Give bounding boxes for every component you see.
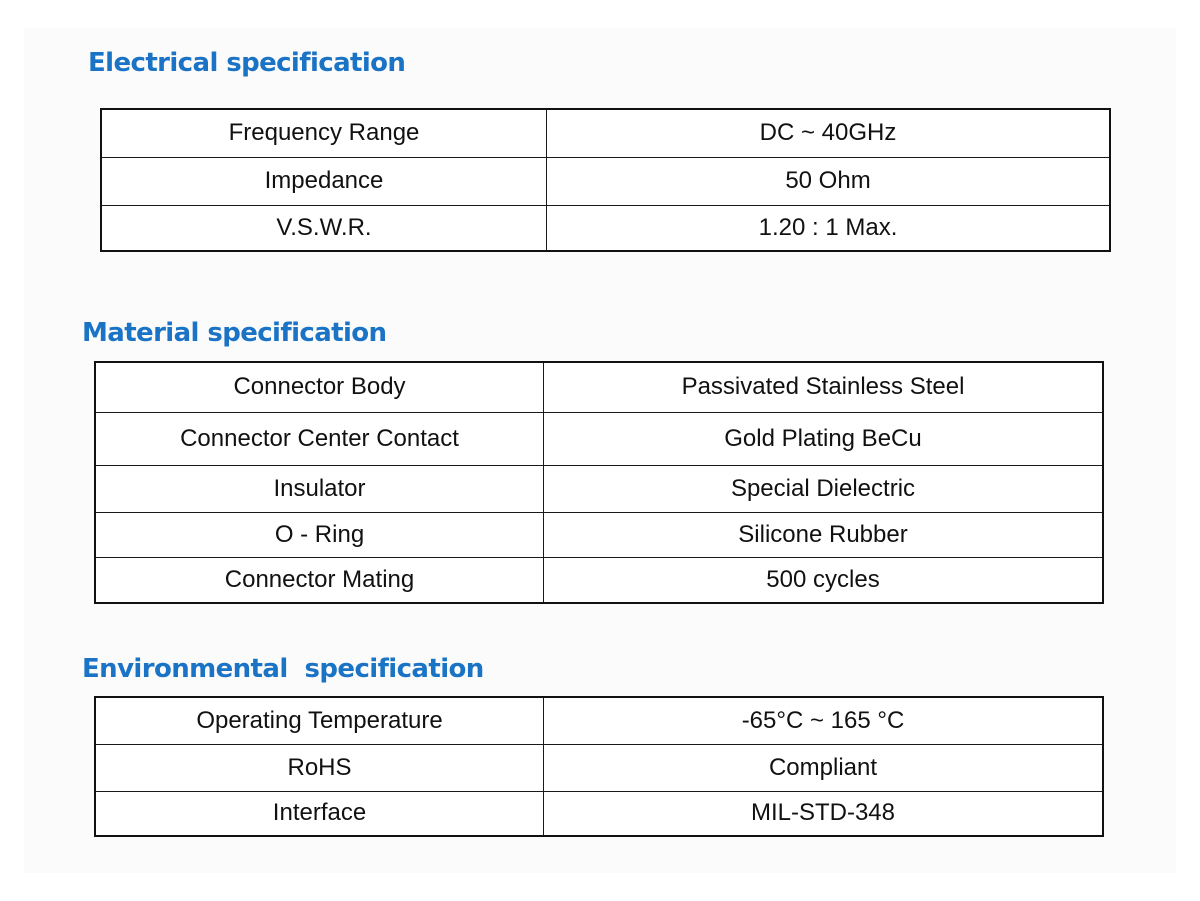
table-row — [95, 412, 1103, 465]
spec-value: 1.20 : 1 Max. — [547, 205, 1111, 251]
table-row — [101, 205, 1110, 251]
spec-value: Passivated Stainless Steel — [544, 362, 1104, 412]
spec-label: Insulator — [95, 465, 544, 512]
table-row — [95, 791, 1103, 836]
spec-value: Compliant — [544, 744, 1104, 791]
table-row — [101, 109, 1110, 157]
spec-value: Silicone Rubber — [544, 512, 1104, 557]
spec-label: Connector Center Contact — [95, 412, 544, 465]
spec-label: O - Ring — [95, 512, 544, 557]
spec-label: Operating Temperature — [95, 697, 544, 744]
spec-value: 50 Ohm — [547, 157, 1111, 205]
spec-value: Special Dielectric — [544, 465, 1104, 512]
spec-value: MIL-STD-348 — [544, 791, 1104, 836]
table-row — [95, 465, 1103, 512]
spec-label: RoHS — [95, 744, 544, 791]
material-spec-table — [94, 361, 1104, 604]
table-row — [95, 512, 1103, 557]
spec-label: Interface — [95, 791, 544, 836]
table-row — [101, 157, 1110, 205]
table-row — [95, 744, 1103, 791]
material-spec-heading: Material specification — [82, 318, 387, 348]
spec-value: 500 cycles — [544, 557, 1104, 603]
table-row — [95, 697, 1103, 744]
environmental-spec-heading: Environmental specification — [82, 654, 484, 684]
table-row — [95, 362, 1103, 412]
table-row — [95, 557, 1103, 603]
spec-label: Frequency Range — [101, 109, 547, 157]
electrical-spec-table — [100, 108, 1111, 252]
spec-label: Connector Mating — [95, 557, 544, 603]
electrical-spec-heading: Electrical specification — [88, 48, 406, 78]
spec-label: V.S.W.R. — [101, 205, 547, 251]
spec-label: Impedance — [101, 157, 547, 205]
spec-label: Connector Body — [95, 362, 544, 412]
spec-value: DC ~ 40GHz — [547, 109, 1111, 157]
spec-value: -65°C ~ 165 °C — [544, 697, 1104, 744]
spec-value: Gold Plating BeCu — [544, 412, 1104, 465]
environmental-spec-table — [94, 696, 1104, 837]
